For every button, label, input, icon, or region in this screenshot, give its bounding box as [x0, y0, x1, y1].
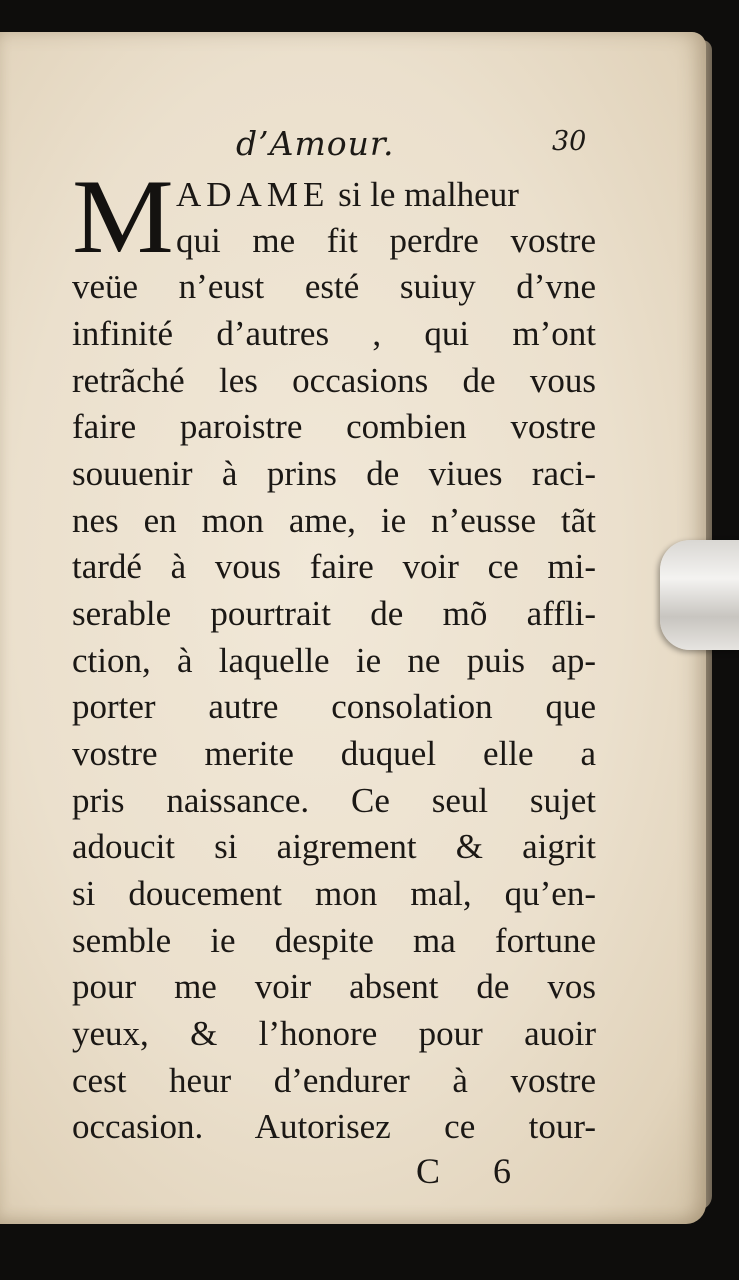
- book-page: [0, 32, 706, 1224]
- text-line-16: si doucement mon mal, qu’en-: [72, 874, 596, 913]
- text-line-12: porter autre consolation que: [72, 687, 596, 726]
- signature-mark: C 6: [416, 1151, 534, 1191]
- text-line-1: [176, 172, 596, 218]
- text-line-11: ction, à laquelle ie ne puis ap-: [72, 641, 596, 680]
- text-line-4: infinité d’autres , qui m’ont: [72, 314, 596, 353]
- text-line-20: cest heur d’endurer à vostre: [72, 1061, 596, 1100]
- first-word: ADAME: [176, 175, 330, 214]
- text-line-15: adoucit si aigrement & aigrit: [72, 827, 596, 866]
- line-1-text: si le malheur: [338, 175, 519, 214]
- text-line-8: nes en mon ame, ie n’eusse tãt: [72, 501, 596, 540]
- page-clip: [660, 540, 739, 650]
- text-line-13: vostre merite duquel elle a: [72, 734, 596, 773]
- running-title: d’Amour.: [236, 124, 395, 163]
- text-line-21: occasion. Autorisez ce tour-: [72, 1107, 596, 1146]
- text-line-10: serable pourtrait de mõ affli-: [72, 594, 596, 633]
- text-line-18: pour me voir absent de vos: [72, 967, 596, 1006]
- text-line-3: veüe n’eust esté suiuy d’vne: [72, 267, 596, 306]
- text-line-6: faire paroistre combien vostre: [72, 407, 596, 446]
- text-line-7: souuenir à prins de viues raci-: [72, 454, 596, 493]
- text-line-9: tardé à vous faire voir ce mi-: [72, 547, 596, 586]
- page-number: 30: [552, 126, 587, 157]
- text-line-5: retrãché les occasions de vous: [72, 361, 596, 400]
- drop-cap: M: [72, 158, 171, 275]
- text-line-14: pris naissance. Ce seul sujet: [72, 781, 596, 820]
- text-line-2: qui me fit perdre vostre: [176, 221, 596, 260]
- text-line-17: semble ie despite ma fortune: [72, 921, 596, 960]
- text-line-19: yeux, & l’honore pour auoir: [72, 1014, 596, 1053]
